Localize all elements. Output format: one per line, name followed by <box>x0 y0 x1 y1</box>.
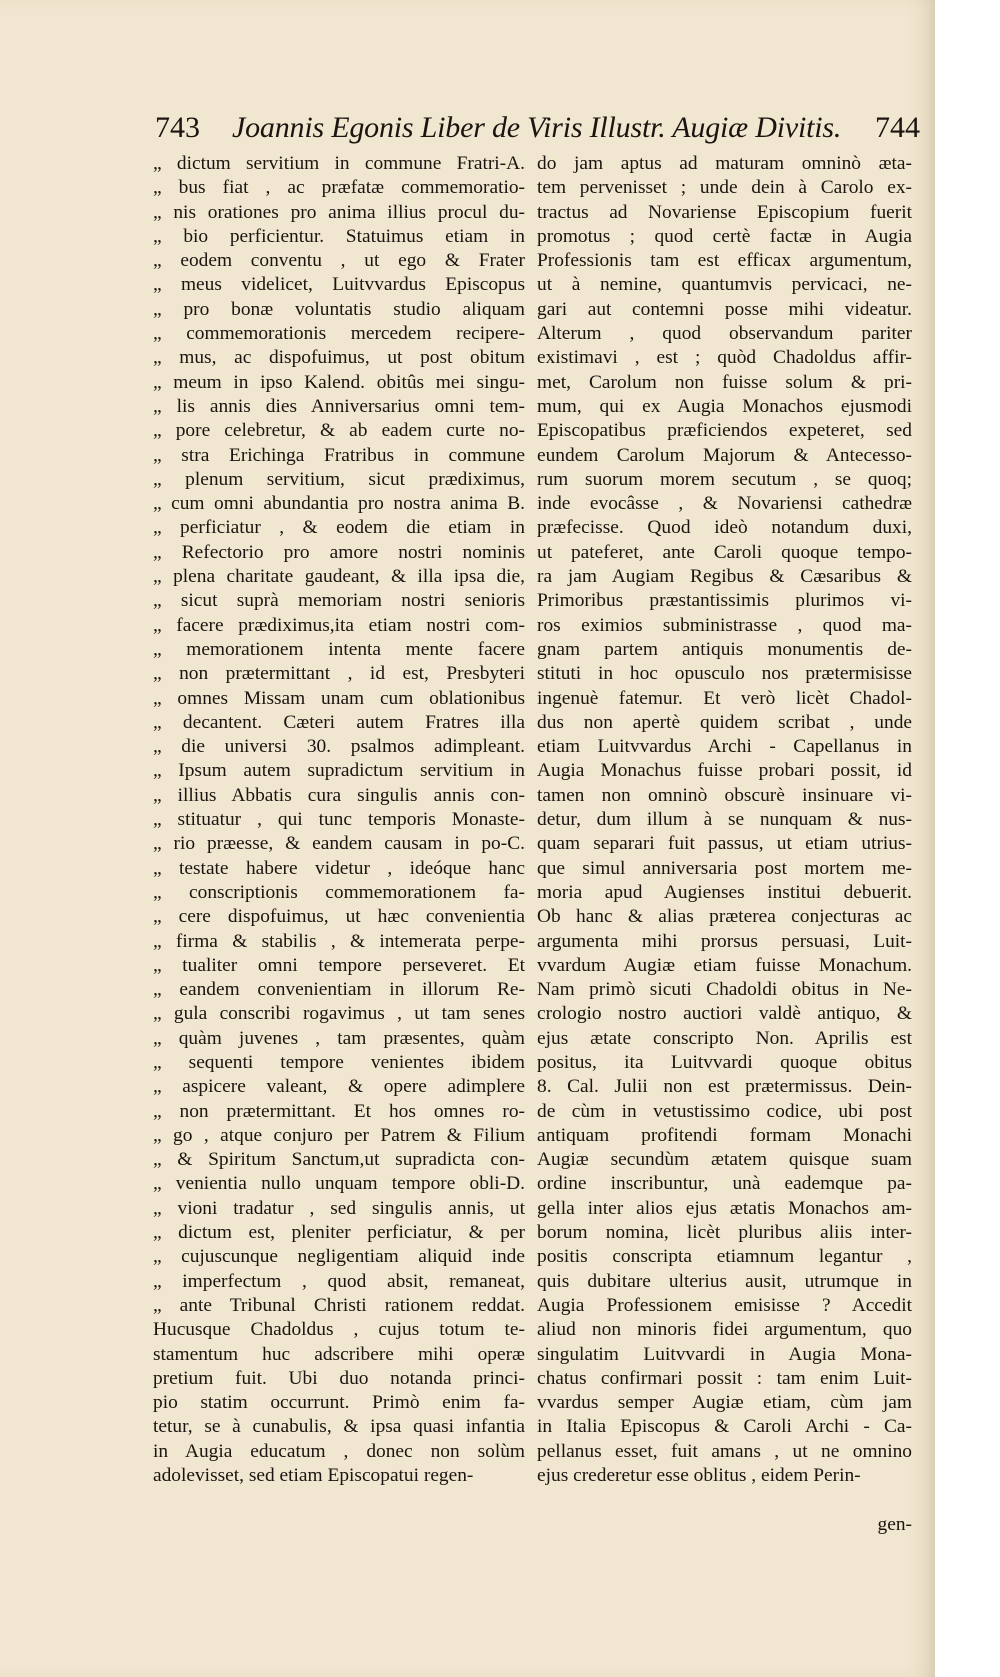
text-line: etiam Luitvvardus Archi - Capellanus in <box>537 736 912 758</box>
text-line: Augia Monachus fuisse probari possit, id <box>537 760 912 782</box>
text-line: chatus confirmari possit : tam enim Luit- <box>537 1367 912 1389</box>
text-line: „ bio perficientur. Statuimus etiam in <box>153 225 525 247</box>
text-line: „ decantent. Cæteri autem Fratres illa <box>153 711 525 733</box>
text-line: met, Carolum non fuisse solum & pri- <box>537 371 912 393</box>
text-line: de cùm in vetustissimo codice, ubi post <box>537 1100 912 1122</box>
text-line: detur, dum illum à se nunquam & nus- <box>537 809 912 831</box>
text-line: „ testate habere videtur , ideóque hanc <box>153 857 525 879</box>
text-line: vvardum Augiæ etiam fuisse Monachum. <box>537 954 912 976</box>
catchword: gen- <box>877 1514 912 1535</box>
text-line: „ tualiter omni tempore perseveret. Et <box>153 954 525 976</box>
text-line: „ commemorationis mercedem recipere- <box>153 323 525 345</box>
text-line: adolevisset, sed etiam Episcopatui regen- <box>153 1465 474 1487</box>
text-line: ordine inscribuntur, unà eademque pa- <box>537 1173 912 1195</box>
text-line: „ imperfectum , quod absit, remaneat, <box>153 1270 525 1292</box>
running-title: Joannis Egonis Liber de Viris Illustr. Augiæ Divitis. <box>232 111 842 144</box>
text-line: „ go , atque conjuro per Patrem & Filium <box>153 1124 525 1146</box>
text-line: ejus crederetur esse oblitus , eidem Perin- <box>537 1465 861 1487</box>
page-number-left: 743 <box>155 111 200 144</box>
text-line: „ stituatur , qui tunc temporis Monaste- <box>153 809 525 831</box>
text-line: „ Ipsum autem supradictum servitium in <box>153 760 525 782</box>
text-line: gnam partem antiquis monumentis de- <box>537 638 912 660</box>
text-line: præfecisse. Quod ideò notandum duxi, <box>537 517 912 539</box>
left-text-column <box>153 152 525 1488</box>
text-line: „ bus fiat , ac præfatæ commemoratio- <box>153 177 525 199</box>
text-line: ut pateferet, ante Caroli quoque tempo- <box>537 541 912 563</box>
right-text-column <box>537 152 912 1488</box>
text-line: „ & Spiritum Sanctum,ut supradicta con- <box>153 1149 525 1171</box>
text-line: quam separari fuit passus, ut etiam utrius- <box>537 833 912 855</box>
text-line: pretium fuit. Ubi duo notanda princi- <box>153 1367 525 1389</box>
text-line: pio statim occurrunt. Primò enim fa- <box>153 1392 525 1414</box>
text-line: tem pervenisset ; unde dein à Carolo ex- <box>537 177 912 199</box>
text-line: „ facere prædiximus,ita etiam nostri com- <box>153 614 525 636</box>
text-line: „ ante Tribunal Christi rationem reddat. <box>153 1294 525 1316</box>
text-line: „ meus videlicet, Luitvvardus Episcopus <box>153 274 525 296</box>
text-line: eundem Carolum Majorum & Antecesso- <box>537 444 912 466</box>
text-line: stamentum huc adscribere mihi operæ <box>153 1343 525 1365</box>
text-line: argumenta mihi prorsus persuasi, Luit- <box>537 930 912 952</box>
text-line: dus non apertè quidem scribat , unde <box>537 711 912 733</box>
text-line: ingenuè fatemur. Et verò licèt Chadol- <box>537 687 912 709</box>
text-line: „ sequenti tempore venientes ibidem <box>153 1051 525 1073</box>
text-line: „ lis annis dies Anniversarius omni tem- <box>153 395 525 417</box>
text-line: Episcopatibus præficiendos expeteret, sed <box>537 420 912 442</box>
page-number-right: 744 <box>875 111 920 144</box>
text-line: „ die universi 30. psalmos adimpleant. <box>153 736 525 758</box>
text-line: „ plenum servitium, sicut prædiximus, <box>153 468 525 490</box>
text-line: in Italia Episcopus & Caroli Archi - Ca- <box>537 1416 912 1438</box>
text-line: quis dubitare ulterius ausit, utrumque in <box>537 1270 912 1292</box>
text-line: Hucusque Chadoldus , cujus totum te- <box>153 1319 525 1341</box>
text-line: „ dictum servitium in commune Fratri-A. <box>153 153 525 174</box>
text-line: in Augia educatum , donec non solùm <box>153 1440 525 1462</box>
text-line: „ conscriptionis commemorationem fa- <box>153 881 525 903</box>
text-line: moria apud Augienses institui debuerit. <box>537 881 912 903</box>
text-line: „ memorationem intenta mente facere <box>153 638 525 660</box>
text-line: „ cujuscunque negligentiam aliquid inde <box>153 1246 525 1268</box>
text-line: tractus ad Novariense Episcopium fuerit <box>537 201 912 223</box>
text-line: rum suorum morem secutum , se quoq; <box>537 468 912 490</box>
text-line: „ vioni tradatur , sed singulis annis, ut <box>153 1197 525 1219</box>
text-line: inde evocâsse , & Novariensi cathedræ <box>537 493 912 515</box>
text-line: ut à nemine, quantumvis pervicaci, ne- <box>537 274 912 296</box>
text-line: „ pro bonæ voluntatis studio aliquam <box>153 298 525 320</box>
text-line: „ Refectorio pro amore nostri nominis <box>153 541 525 563</box>
text-line: vvardus semper Augiæ etiam, cùm jam <box>537 1392 912 1414</box>
text-line: „ non prætermittant. Et hos omnes ro- <box>153 1100 525 1122</box>
text-line: Professionis tam est efficax argumentum, <box>537 250 912 272</box>
text-line: crologio nostro auctiori valdè antiquo, & <box>537 1003 912 1025</box>
text-line: „ eandem convenientiam in illorum Re- <box>153 979 525 1001</box>
text-line: Primoribus præstantissimis plurimos vi- <box>537 590 912 612</box>
text-line: positis conscripta etiamnum legantur , <box>537 1246 912 1268</box>
text-line: do jam aptus ad maturam omninò æta- <box>537 153 912 174</box>
text-line: „ meum in ipso Kalend. obitûs mei singu- <box>153 371 525 393</box>
text-line: promotus ; quod certè factæ in Augia <box>537 225 912 247</box>
text-line: „ venientia nullo unquam tempore obli-D. <box>153 1173 525 1195</box>
text-line: antiquam profitendi formam Monachi <box>537 1124 912 1146</box>
text-line: pellanus esset, fuit amans , ut ne omnino <box>537 1440 912 1462</box>
text-line: borum nomina, licèt pluribus aliis inter- <box>537 1222 912 1244</box>
text-line: gari aut contemni posse mihi videatur. <box>537 298 912 320</box>
text-line: 8. Cal. Julii non est prætermissus. Dein- <box>537 1076 912 1098</box>
text-line: tamen non omninò obscurè insinuare vi- <box>537 784 912 806</box>
text-line: singulatim Luitvvardi in Augia Mona- <box>537 1343 912 1365</box>
text-line: ra jam Augiam Regibus & Cæsaribus & <box>537 566 912 588</box>
text-line: aliud non minoris fidei argumentum, quo <box>537 1319 912 1341</box>
text-line: „ nis orationes pro anima illius procul du- <box>153 201 525 223</box>
text-line: gella inter alios ejus ætatis Monachos am- <box>537 1197 912 1219</box>
text-line: „ perficiatur , & eodem die etiam in <box>153 517 525 539</box>
text-line: „ pore celebretur, & ab eadem curte no- <box>153 420 525 442</box>
text-line: Alterum , quod observandum pariter <box>537 323 912 345</box>
text-line: „ stra Erichinga Fratribus in commune <box>153 444 525 466</box>
text-line: „ illius Abbatis cura singulis annis con- <box>153 784 525 806</box>
text-line: „ omnes Missam unam cum oblationibus <box>153 687 525 709</box>
text-line: „ sicut suprà memoriam nostri senioris <box>153 590 525 612</box>
text-line: positus, ita Luitvvardi quoque obitus <box>537 1051 912 1073</box>
text-line: Augiæ secundùm ætatem quisque suam <box>537 1149 912 1171</box>
text-line: „ quàm juvenes , tam præsentes, quàm <box>153 1027 525 1049</box>
text-line: „ eodem conventu , ut ego & Frater <box>153 250 525 272</box>
text-line: „ mus, ac dispofuimus, ut post obitum <box>153 347 525 369</box>
text-line: „ cum omni abundantia pro nostra anima B. <box>153 493 525 515</box>
text-line: ejus ætate conscripto Non. Aprilis est <box>537 1027 912 1049</box>
text-line: stituti in hoc opusculo nos prætermisisse <box>537 663 912 685</box>
text-line: existimavi , est ; quòd Chadoldus affir- <box>537 347 912 369</box>
text-line: „ dictum est, pleniter perficiatur, & per <box>153 1222 525 1244</box>
text-line: Augia Professionem emisisse ? Accedit <box>537 1294 912 1316</box>
text-line: „ cere dispofuimus, ut hæc convenientia <box>153 906 525 928</box>
text-line: Nam primò sicuti Chadoldi obitus in Ne- <box>537 979 912 1001</box>
text-line: „ aspicere valeant, & opere adimplere <box>153 1076 525 1098</box>
text-line: „ rio præesse, & eandem causam in po-C. <box>153 833 525 855</box>
text-line: „ non prætermittant , id est, Presbyteri <box>153 663 525 685</box>
text-line: „ plena charitate gaudeant, & illa ipsa die, <box>153 566 525 588</box>
text-line: que simul anniversaria post mortem me- <box>537 857 912 879</box>
text-line: „ gula conscribi rogavimus , ut tam senes <box>153 1003 525 1025</box>
text-line: ros eximios subministrasse , quod ma- <box>537 614 912 636</box>
text-line: Ob hanc & alias præterea conjecturas ac <box>537 906 912 928</box>
running-header <box>155 106 920 150</box>
text-line: „ firma & stabilis , & intemerata perpe- <box>153 930 525 952</box>
text-line: tetur, se à cunabulis, & ipsa quasi infantia <box>153 1416 525 1438</box>
text-line: mum, qui ex Augia Monachos ejusmodi <box>537 395 912 417</box>
